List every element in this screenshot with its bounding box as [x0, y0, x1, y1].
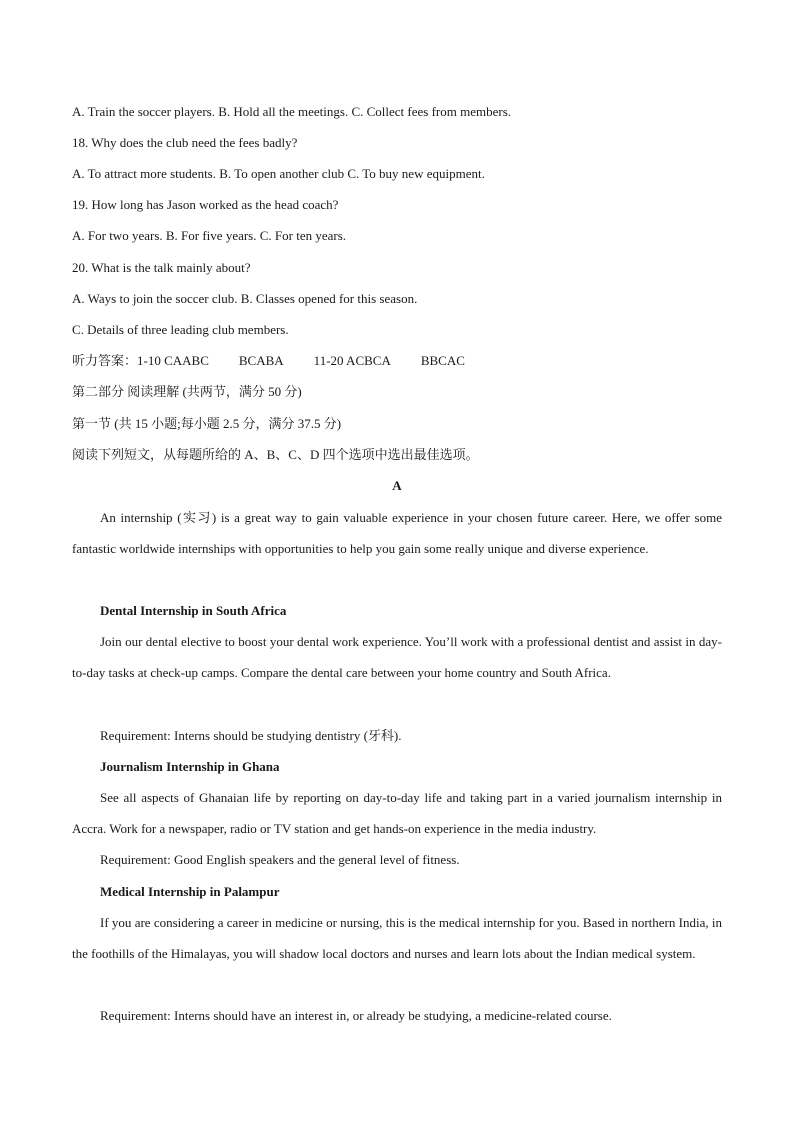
section-heading-medical: Medical Internship in Palampur: [100, 884, 280, 899]
passage-letter: A: [392, 478, 402, 493]
q20-options-ab: A. Ways to join the soccer club. B. Classes opened for this season.: [72, 291, 418, 306]
dental-requirement: Requirement: Interns should be studying dentistry (牙科).: [100, 728, 402, 743]
journalism-requirement: Requirement: Good English speakers and the general level of fitness.: [100, 852, 460, 867]
question-20: 20. What is the talk mainly about?: [72, 260, 251, 275]
q17-options: A. Train the soccer players. B. Hold all the meetings. C. Collect fees from members.: [72, 104, 512, 119]
listening-answers: [72, 353, 465, 369]
section-one-heading: 第一节 (共 15 小题;每小题 2.5 分，满分 37.5 分): [72, 416, 342, 431]
reading-instructions: 阅读下列短文，从每题所给的 A、B、C、D 四个选项中选出最佳选项。: [72, 447, 479, 462]
passage-intro: An internship (实习) is a great way to gain valuable experience in your chosen future career. Here, we offer some fantastic worldwide internships with opportunities to help you gain some really unique and diverse experience.: [72, 510, 722, 557]
answers-group-4: BBCAC: [420, 353, 465, 368]
answers-group-2: BCABA: [238, 353, 284, 368]
question-19: 19. How long has Jason worked as the head coach?: [72, 197, 339, 212]
medical-requirement: Requirement: Interns should have an interest in, or already be studying, a medicine-related course.: [100, 1008, 612, 1023]
medical-body: If you are considering a career in medicine or nursing, this is the medical internship for you. Based in northern India, in the foothills of the Himalayas, you will shadow local doctors and nurses and learn lots about the Indian medical system.: [72, 915, 722, 962]
answers-label: 听力答案：1-10 CAABC: [72, 353, 209, 368]
dental-body: Join our dental elective to boost your dental work experience. You’ll work with a professional dentist and assist in day-to-day tasks at check-up camps. Compare the dental care between your home country and South Africa.: [72, 634, 722, 681]
part-two-heading: 第二部分 阅读理解 (共两节，满分 50 分): [72, 384, 302, 399]
q20-option-c: C. Details of three leading club members.: [72, 322, 289, 337]
section-heading-dental: Dental Internship in South Africa: [100, 603, 287, 618]
answers-group-3: 11-20 ACBCA: [313, 353, 391, 368]
q19-options: A. For two years. B. For five years. C. For ten years.: [72, 228, 347, 243]
section-heading-journalism: Journalism Internship in Ghana: [100, 759, 280, 774]
question-18: 18. Why does the club need the fees badly?: [72, 135, 298, 150]
journalism-body: See all aspects of Ghanaian life by reporting on day-to-day life and taking part in a varied journalism internship in Accra. Work for a newspaper, radio or TV station and get hands-on experience in the media industry.: [72, 790, 722, 837]
q18-options: A. To attract more students. B. To open another club C. To buy new equipment.: [72, 166, 485, 181]
